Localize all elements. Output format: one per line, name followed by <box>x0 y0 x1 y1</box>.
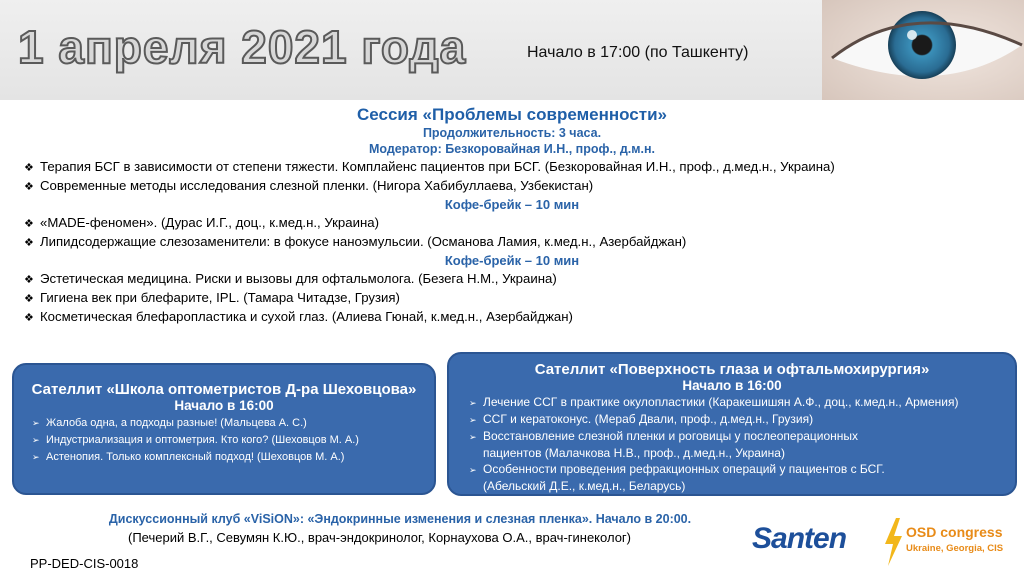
list-item-continuation: пациентов (Малачкова Н.В., проф., д.мед.н., Украина) <box>483 446 785 460</box>
diamond-bullet-icon: ❖ <box>24 312 34 324</box>
satellite-title: Сателлит «Поверхность глаза и офтальмохирургия» <box>534 361 930 378</box>
document-code: PP-DED-CIS-0018 <box>30 556 139 571</box>
list-item: ❖ Терапия БСГ в зависимости от степени тяжести. Комплайенс пациентов при БСГ. (Безкоровайная И.Н., проф., д.мед.н., Украина) <box>24 158 1014 177</box>
agenda-list <box>24 158 1014 327</box>
coffee-break-label: Кофе-брейк – 10 мин <box>444 197 580 212</box>
list-item: ➢ Индустриализация и оптометрия. Кто кого? (Шеховцов М. А.) <box>32 432 434 449</box>
discussion-club-speakers: (Печерий В.Г., Севумян К.Ю., врач-эндокринолог, Корнаухова О.А., врач-гинеколог) <box>128 530 631 545</box>
list-item: ➢ Восстановление слезной пленки и роговицы у послеоперационных <box>469 429 859 443</box>
diamond-bullet-icon: ❖ <box>24 181 34 193</box>
eye-photo-icon <box>822 0 1024 100</box>
lightning-icon <box>882 518 904 571</box>
arrow-bullet-icon: ➢ <box>469 465 477 475</box>
list-item: ➢ ССГ и кератоконус. (Мераб Двали, проф., д.мед.н., Грузия) <box>469 412 814 426</box>
osd-congress-subtitle: Ukraine, Georgia, CIS <box>906 543 1004 554</box>
session-moderator: Модератор: Безкоровайная И.Н., проф., д.м.н. <box>368 142 656 156</box>
satellite-start: Начало в 16:00 <box>682 378 782 393</box>
discussion-club-title: Дискуссионный клуб «ViSiON»: «Эндокринные изменения и слезная пленка». Начало в 20:00. <box>108 512 692 526</box>
arrow-bullet-icon: ➢ <box>32 435 40 445</box>
list-item: ➢ Лечение ССГ в практике окулопластики (Каракешишян А.Ф., доц., к.мед.н., Армения) <box>469 395 959 409</box>
session-header <box>0 104 1024 157</box>
list-item: ❖ Гигиена век при блефарите, IPL. (Тамара Читадзе, Грузия) <box>24 289 1014 308</box>
arrow-bullet-icon: ➢ <box>32 452 40 462</box>
sponsor-logos <box>752 518 1024 574</box>
list-item: ➢ Особенности проведения рефракционных операций у пациентов с БСГ. <box>469 462 885 476</box>
arrow-bullet-icon: ➢ <box>469 432 477 442</box>
list-item: ➢ Жалоба одна, а подходы разные! (Мальцева А. С.) <box>32 415 434 432</box>
diamond-bullet-icon: ❖ <box>24 274 34 286</box>
arrow-bullet-icon: ➢ <box>469 398 477 408</box>
list-item: ➢ Астенопия. Только комплексный подход! (Шеховцов М. А.) <box>32 449 434 466</box>
diamond-bullet-icon: ❖ <box>24 218 34 230</box>
satellite-card-optometry <box>12 363 436 495</box>
satellite-title: Сателлит «Школа оптометристов Д-ра Шеховцова» <box>31 381 417 398</box>
satellite-card-ocular-surface <box>447 352 1017 496</box>
session-title: Сессия «Проблемы современности» <box>357 105 667 124</box>
osd-congress-logo: OSD congress <box>906 524 1003 540</box>
start-time-label: Начало в 17:00 (по Ташкенту) <box>527 44 749 61</box>
list-item-continuation: (Абельский Д.Е., к.мед.н., Беларусь) <box>483 479 686 493</box>
satellite-start: Начало в 16:00 <box>174 398 274 413</box>
diamond-bullet-icon: ❖ <box>24 162 34 174</box>
list-item: ❖ Липидсодержащие слезозаменители: в фокусе наноэмульсии. (Османова Ламия, к.мед.н., Азербайджан) <box>24 233 1014 252</box>
arrow-bullet-icon: ➢ <box>469 415 477 425</box>
list-item: ❖ «MADE-феномен». (Дурас И.Г., доц., к.мед.н., Украина) <box>24 214 1014 233</box>
list-item: ❖ Современные методы исследования слезной пленки. (Нигора Хабибуллаева, Узбекистан) <box>24 177 1014 196</box>
coffee-break-label: Кофе-брейк – 10 мин <box>444 253 580 268</box>
diamond-bullet-icon: ❖ <box>24 237 34 249</box>
list-item: ❖ Косметическая блефаропластика и сухой глаз. (Алиева Гюнай, к.мед.н., Азербайджан) <box>24 308 1014 327</box>
santen-logo: Santen <box>752 522 847 555</box>
list-item: ❖ Эстетическая медицина. Риски и вызовы для офтальмолога. (Безега Н.М., Украина) <box>24 270 1014 289</box>
session-duration: Продолжительность: 3 часа. <box>422 126 602 140</box>
diamond-bullet-icon: ❖ <box>24 293 34 305</box>
page-title: 1 апреля 2021 года <box>18 21 467 73</box>
arrow-bullet-icon: ➢ <box>32 418 40 428</box>
